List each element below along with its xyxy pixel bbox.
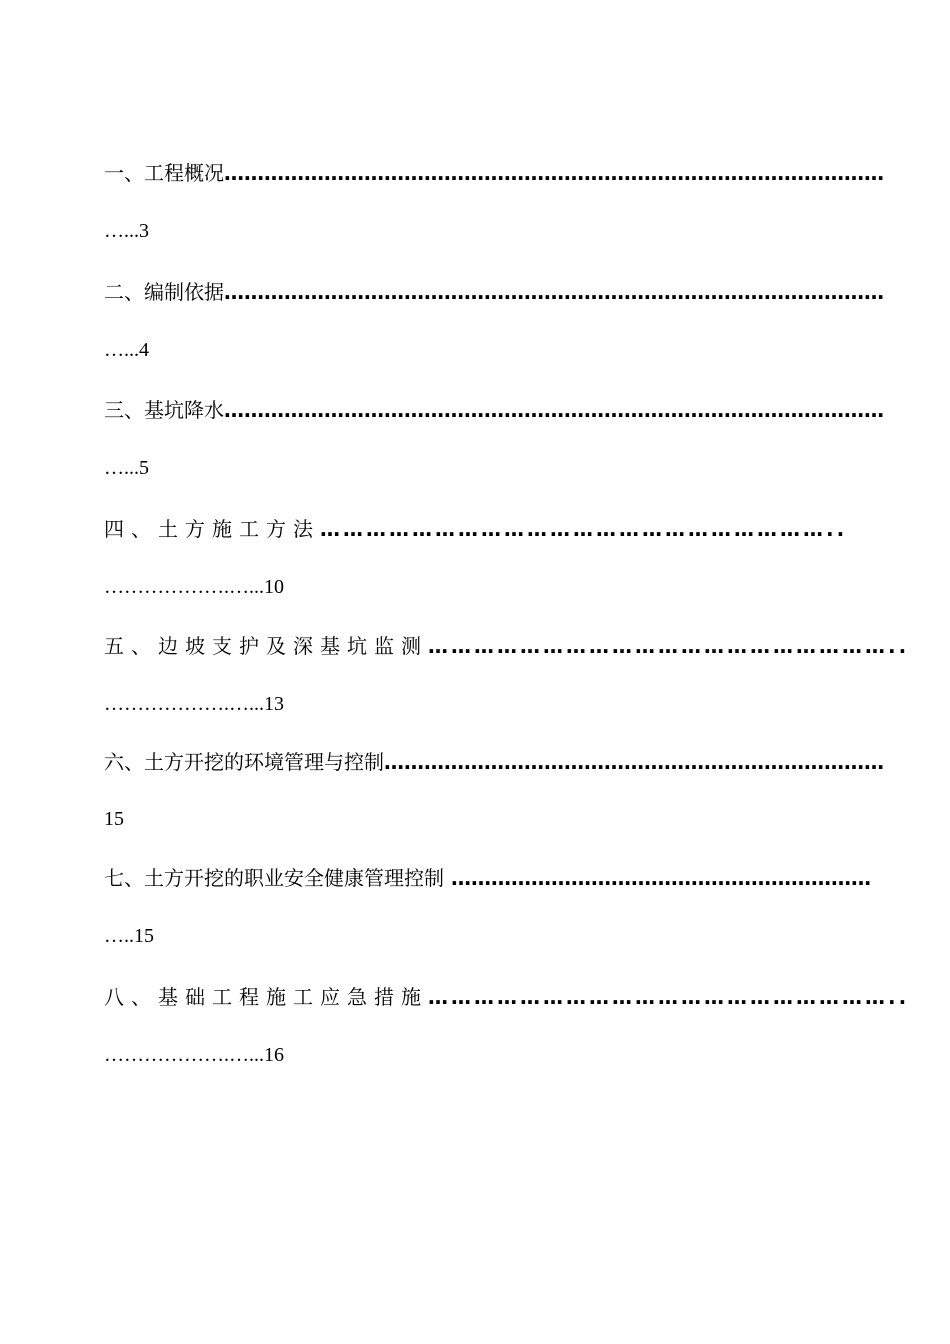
toc-page-number: 15: [104, 808, 124, 830]
toc-leader-dots: ………………………………………………………………………………………: [224, 280, 884, 304]
toc-page-number: ……………….…...13: [104, 693, 284, 715]
toc-leader-dots: ………………………………………………………………………………………: [224, 161, 884, 185]
toc-entry-1-page: [104, 216, 860, 246]
toc-title: 五、边坡支护及深基坑监测: [104, 634, 428, 658]
toc-entry-7[interactable]: [104, 863, 871, 893]
toc-entry-8-page: [104, 1040, 860, 1070]
toc-leader-dots: …………………………………………………………………: [384, 750, 884, 774]
toc-title: 六、土方开挖的环境管理与控制: [104, 750, 384, 774]
toc-entry-8[interactable]: [104, 982, 910, 1012]
toc-title: 四、土方施工方法: [104, 517, 320, 541]
toc-title: 三、基坑降水: [104, 398, 224, 422]
toc-leader-dots: ………………………………………………………………………………………: [224, 398, 884, 422]
toc-entry-4-page: [104, 572, 860, 602]
toc-entry-6[interactable]: [104, 747, 884, 777]
toc-title: 八、基础工程施工应急措施: [104, 985, 428, 1009]
toc-page-number: ……………….…...10: [104, 576, 284, 598]
toc-entry-6-page: [104, 804, 860, 834]
toc-entry-2-page: [104, 335, 860, 365]
toc-leader-dots: ……………………………………………………..: [428, 634, 910, 658]
toc-entry-7-page: [104, 921, 860, 951]
toc-entry-3-page: [104, 453, 860, 483]
toc-entry-1[interactable]: [104, 158, 884, 188]
toc-title: 七、土方开挖的职业安全健康管理控制: [104, 866, 444, 890]
toc-leader-dots: ……………………………………………………..: [428, 985, 910, 1009]
toc-page-number: …...3: [104, 220, 149, 242]
toc-page-number: ……………….…...16: [104, 1044, 284, 1066]
toc-leader-dots: ………………………………………………………: [444, 866, 871, 890]
toc-page-number: …...5: [104, 457, 149, 479]
toc-entry-5-page: [104, 689, 860, 719]
toc-page-number: …..15: [104, 925, 154, 947]
toc-entry-2[interactable]: [104, 277, 884, 307]
toc-page-number: …...4: [104, 339, 149, 361]
toc-entry-5[interactable]: [104, 631, 910, 661]
toc-entry-3[interactable]: [104, 395, 884, 425]
toc-leader-dots: …………………………………………………………..: [320, 517, 848, 541]
toc-title: 二、编制依据: [104, 280, 224, 304]
toc-title: 一、工程概况: [104, 161, 224, 185]
toc-entry-4[interactable]: [104, 514, 860, 544]
